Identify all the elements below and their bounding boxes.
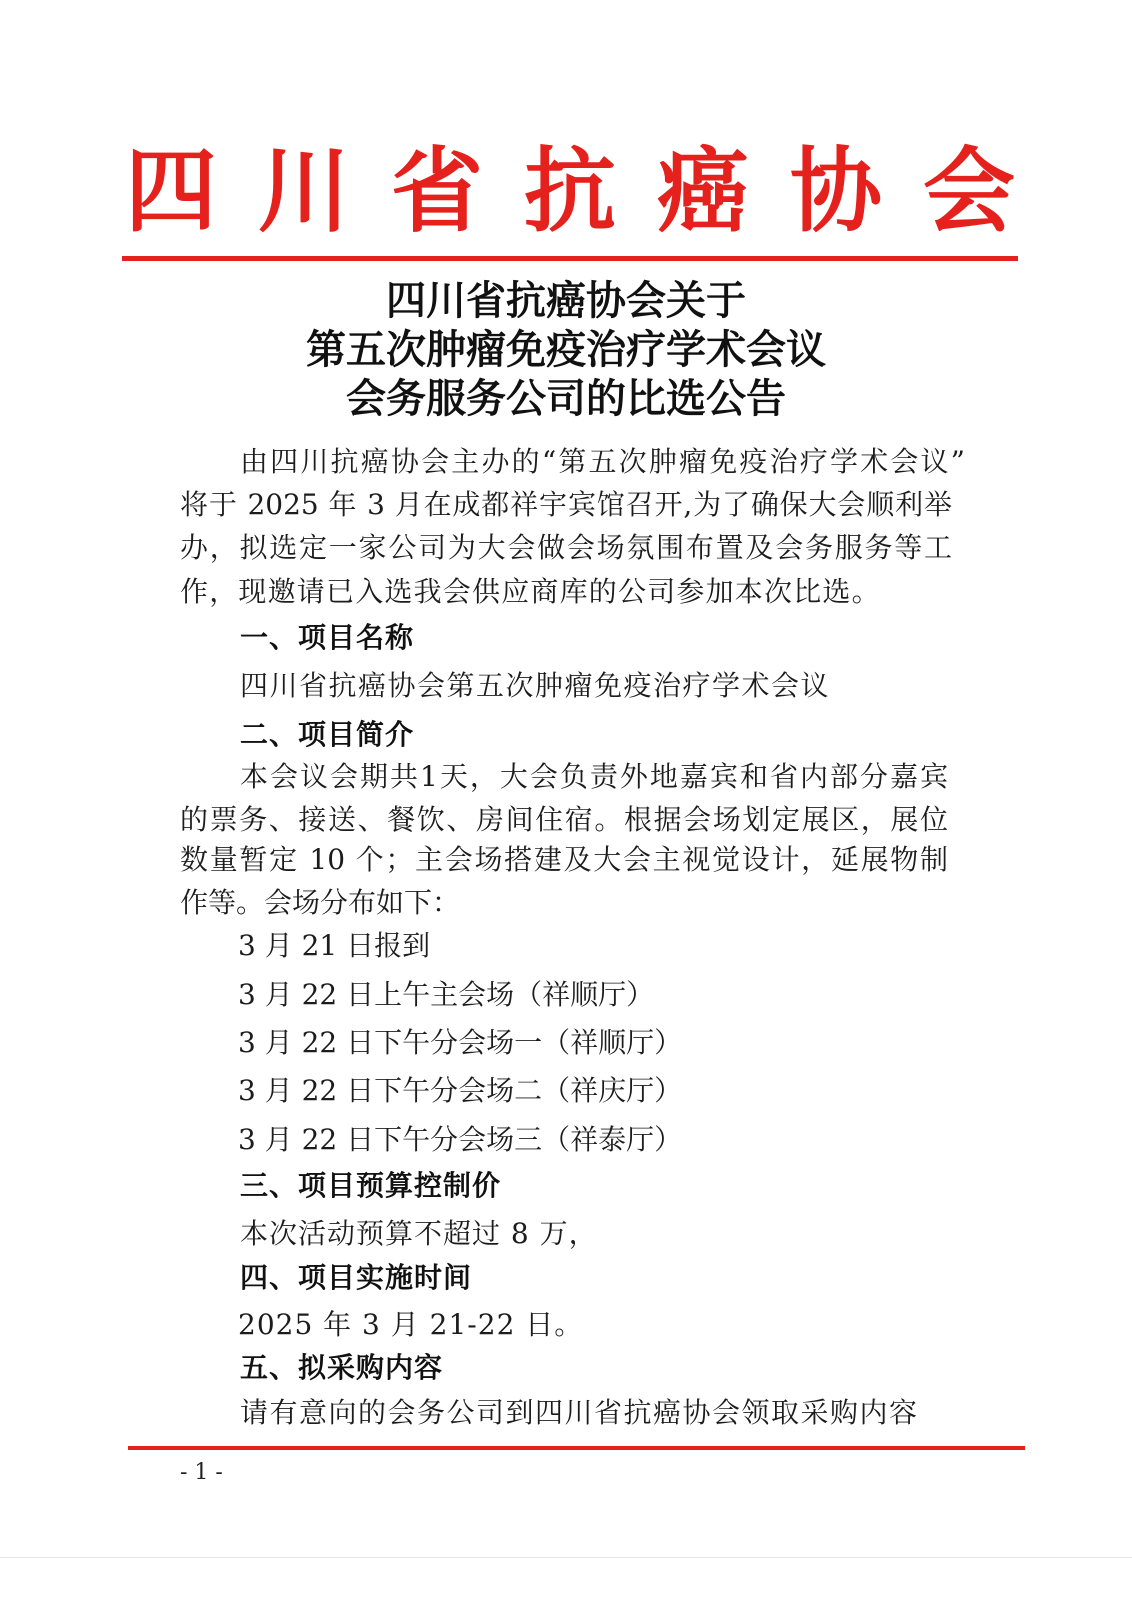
letterhead-org-name: 四川省抗癌协会 — [125, 142, 1015, 242]
section-text-line: 的票务、接送、餐饮、房间住宿。根据会场划定展区，展位 — [180, 803, 948, 836]
section-heading: 二、项目简介 — [240, 718, 415, 751]
section-heading: 一、项目名称 — [240, 621, 415, 654]
schedule-item: 3 月 21 日报到 — [238, 929, 431, 962]
section-text-line: 本会议会期共1天，大会负责外地嘉宾和省内部分嘉宾 — [240, 760, 948, 793]
notice-title-line: 会务服务公司的比选公告 — [346, 375, 786, 422]
section-text-line: 2025 年 3 月 21-22 日。 — [238, 1308, 584, 1341]
section-text-line: 本次活动预算不超过 8 万， — [240, 1217, 598, 1250]
schedule-item: 3 月 22 日下午分会场三（祥泰厅） — [238, 1123, 683, 1156]
intro-paragraph-line: 作，现邀请已入选我会供应商库的公司参加本次比选。 — [180, 575, 881, 608]
intro-paragraph-line: 由四川抗癌协会主办的“第五次肿瘤免疫治疗学术会议” — [240, 445, 965, 478]
section-heading: 四、项目实施时间 — [240, 1261, 473, 1294]
section-heading: 三、项目预算控制价 — [240, 1169, 502, 1202]
intro-paragraph-line: 办，拟选定一家公司为大会做会场氛围布置及会务服务等工 — [180, 531, 952, 564]
schedule-item: 3 月 22 日上午主会场（祥顺厅） — [238, 978, 655, 1011]
notice-title-line: 四川省抗癌协会关于 — [386, 277, 746, 324]
notice-title-line: 第五次肿瘤免疫治疗学术会议 — [306, 326, 826, 373]
notice-title — [0, 276, 1132, 423]
intro-paragraph-line: 将于 2025 年 3 月在成都祥宇宾馆召开,为了确保大会顺利举 — [180, 488, 952, 521]
scan-edge-divider — [0, 1557, 1132, 1558]
section-text-line: 请有意向的会务公司到四川省抗癌协会领取采购内容 — [240, 1396, 919, 1429]
letterhead-red-rule — [122, 256, 1018, 261]
section-text-line: 四川省抗癌协会第五次肿瘤免疫治疗学术会议 — [240, 669, 831, 702]
section-heading: 五、拟采购内容 — [240, 1351, 444, 1384]
section-text-line: 作等。会场分布如下： — [180, 886, 461, 919]
section-text-line: 数量暂定 10 个；主会场搭建及大会主视觉设计，延展物制 — [180, 843, 948, 876]
page-number: - 1 - — [180, 1460, 223, 1485]
footer-red-rule — [128, 1446, 1025, 1450]
schedule-item: 3 月 22 日下午分会场一（祥顺厅） — [238, 1026, 683, 1059]
schedule-item: 3 月 22 日下午分会场二（祥庆厅） — [238, 1074, 683, 1107]
